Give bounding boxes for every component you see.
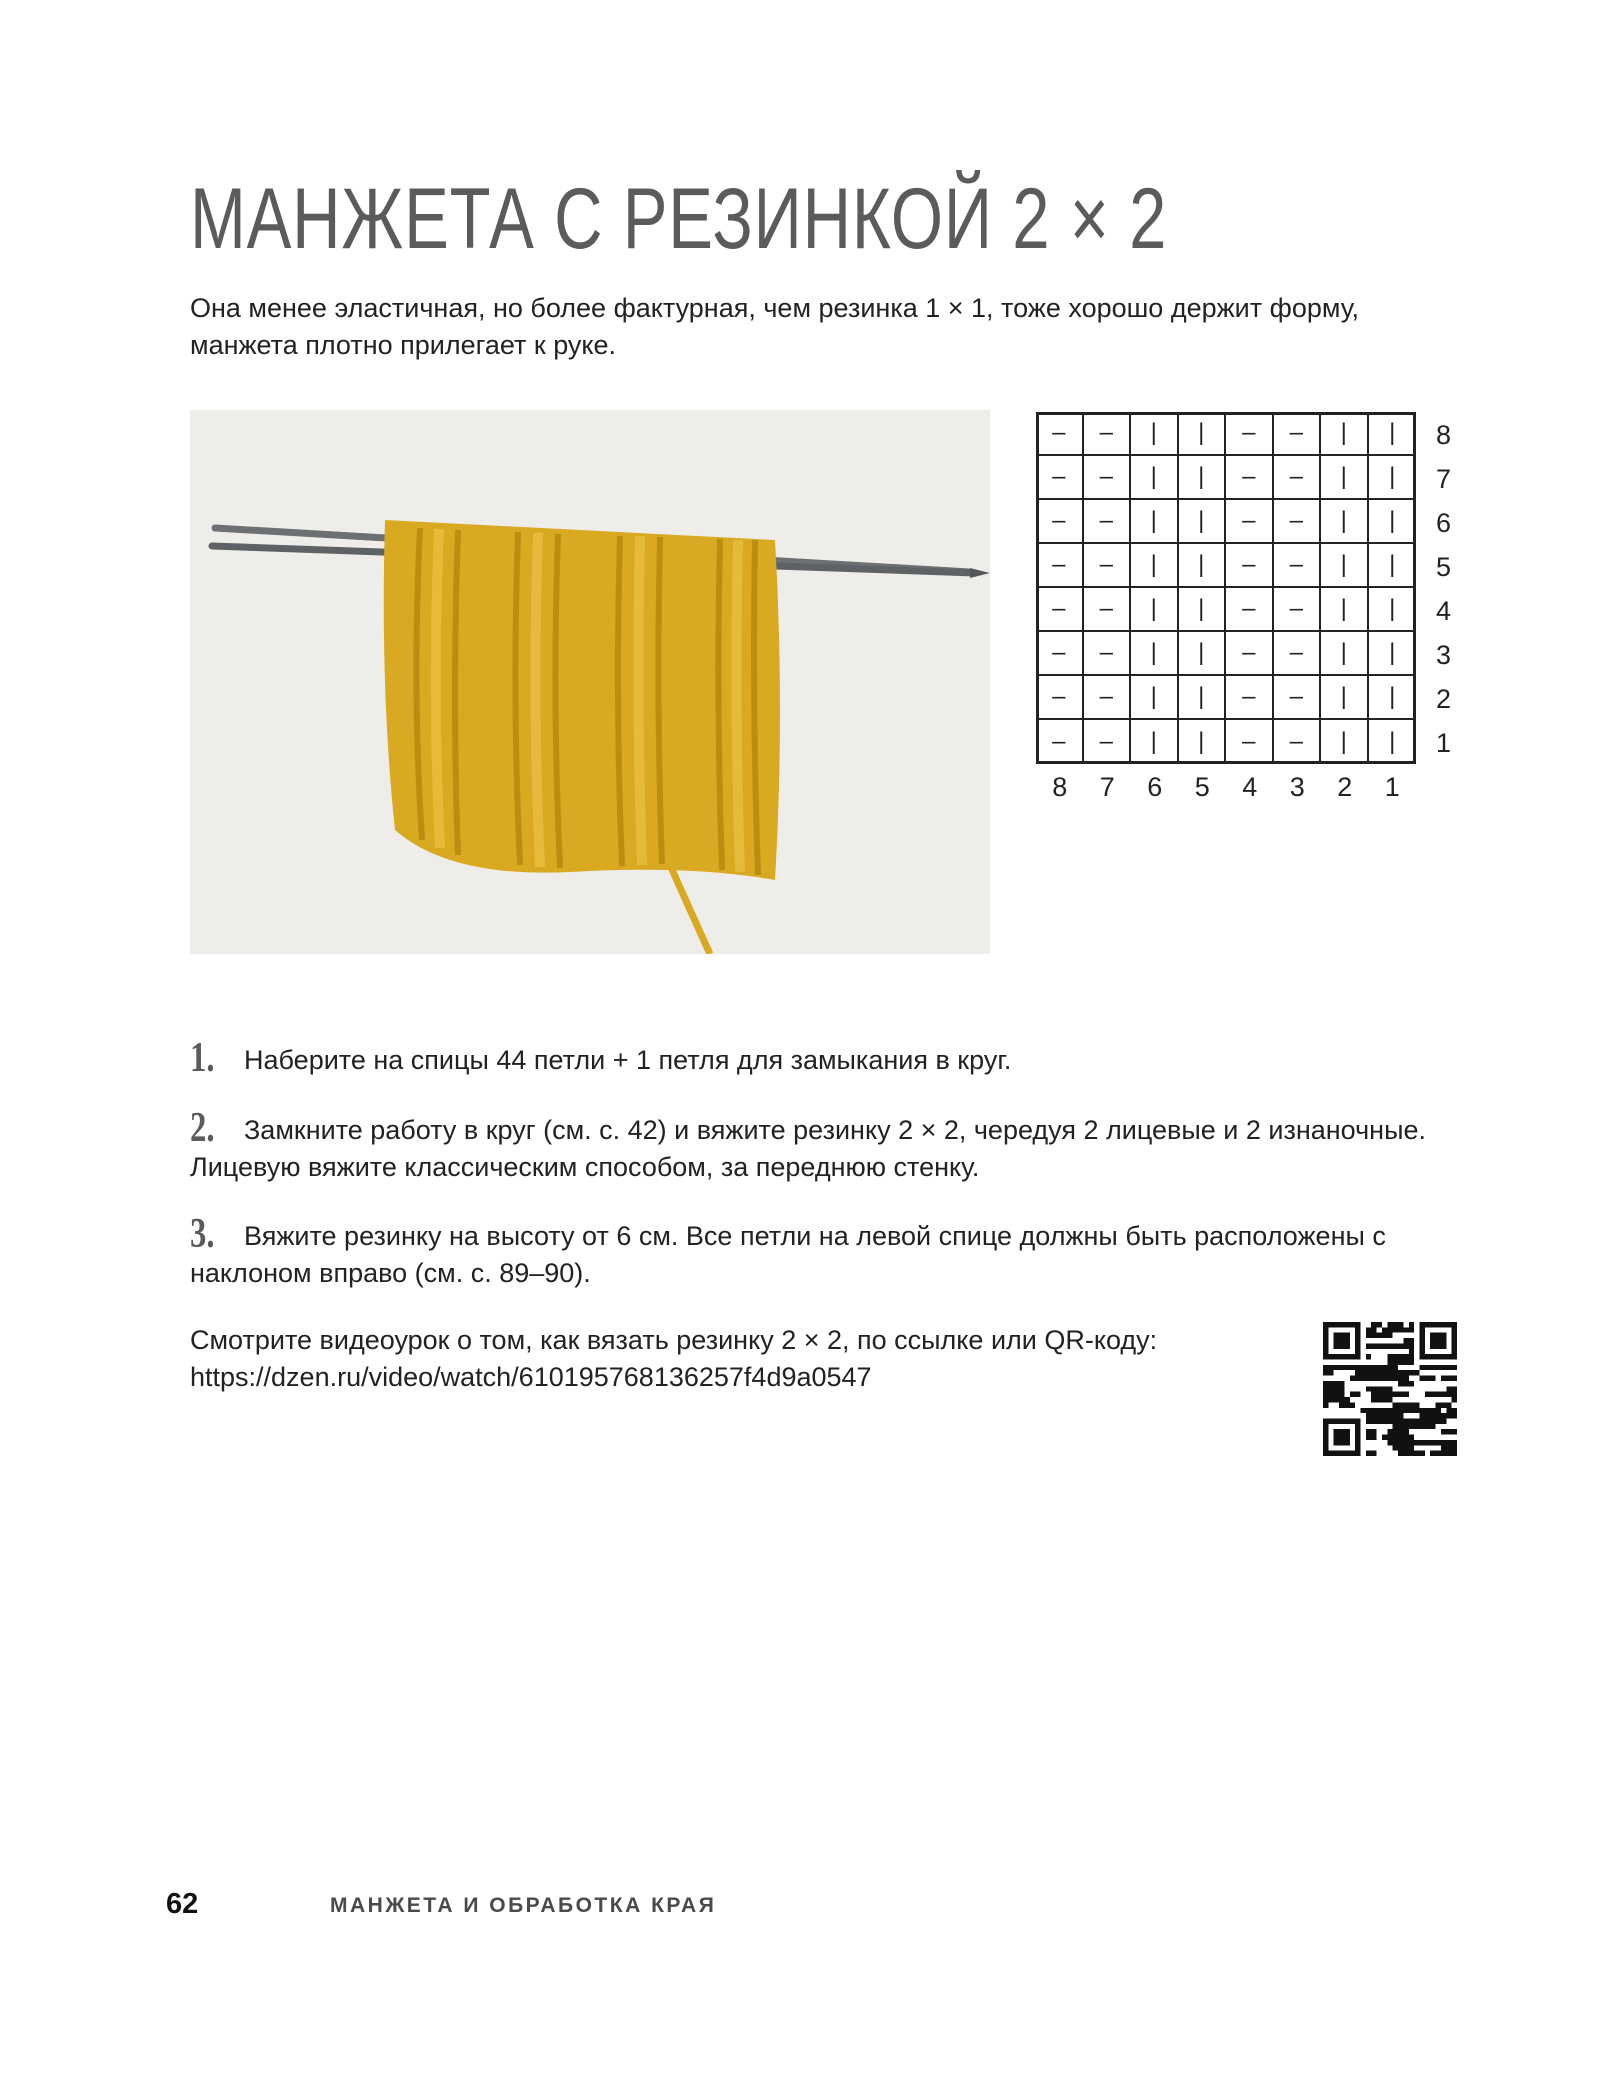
chart-row-label: 3 xyxy=(1436,640,1452,670)
chart-cell: – xyxy=(1226,456,1274,500)
chart-cell: | xyxy=(1131,412,1179,456)
qr-code[interactable] xyxy=(1323,1322,1457,1456)
chart-cell: – xyxy=(1036,676,1084,720)
chart-cell: – xyxy=(1084,544,1132,588)
chart-cell: | xyxy=(1131,588,1179,632)
page-title: МАНЖЕТА С РЕЗИНКОЙ 2 × 2 xyxy=(190,171,1168,267)
chart-cell: | xyxy=(1179,544,1227,588)
chart-cell: – xyxy=(1274,456,1322,500)
chart-cell: | xyxy=(1179,456,1227,500)
step-2-text: Замкните работу в круг (см. с. 42) и вяжите резинку 2 × 2, чередуя 2 лицевые и 2 изнаночные. Лицевую вяжите классическим способом, за переднюю стенку. xyxy=(190,1115,1426,1182)
knitted-sample-photo xyxy=(190,410,990,954)
chart-cell: | xyxy=(1179,500,1227,544)
chart-col-label: 5 xyxy=(1194,772,1210,802)
chart-cell: | xyxy=(1369,456,1417,500)
chart-cell: – xyxy=(1036,500,1084,544)
chart-cell: | xyxy=(1179,412,1227,456)
chart-cell: | xyxy=(1369,588,1417,632)
step-1-number: 1. xyxy=(190,1035,215,1081)
chart-cell: – xyxy=(1084,456,1132,500)
chart-cell: | xyxy=(1131,720,1179,764)
chart-col-label: 4 xyxy=(1242,772,1258,802)
chart-row-label: 4 xyxy=(1436,596,1452,626)
chart-cell: | xyxy=(1321,412,1369,456)
chart-cell: | xyxy=(1369,500,1417,544)
chart-cell: | xyxy=(1369,676,1417,720)
chart-cell: | xyxy=(1131,544,1179,588)
running-footer: МАНЖЕТА И ОБРАБОТКА КРАЯ xyxy=(330,1894,717,1917)
step-3-number: 3. xyxy=(190,1211,215,1257)
chart-cell: – xyxy=(1226,720,1274,764)
chart-cell: – xyxy=(1084,720,1132,764)
chart-row-label: 2 xyxy=(1436,684,1452,714)
page-number: 62 xyxy=(166,1888,199,1920)
chart-cell: – xyxy=(1036,720,1084,764)
chart-cell: | xyxy=(1369,632,1417,676)
chart-row-label: 5 xyxy=(1436,552,1452,582)
chart-cell: – xyxy=(1084,500,1132,544)
chart-col-label: 3 xyxy=(1289,772,1305,802)
chart-cell: – xyxy=(1226,632,1274,676)
video-link[interactable]: https://dzen.ru/video/watch/610195768136257f4d9a0547 xyxy=(190,1362,872,1392)
chart-cell: – xyxy=(1036,544,1084,588)
chart-cell: | xyxy=(1389,728,1396,755)
video-note-text: Смотрите видеоурок о том, как вязать резинку 2 × 2, по ссылке или QR-коду: xyxy=(190,1325,1158,1355)
step-1-text: Наберите на спицы 44 петли + 1 петля для замыкания в круг. xyxy=(244,1045,1012,1075)
chart-cell: | xyxy=(1321,588,1369,632)
chart-row-label: 7 xyxy=(1436,464,1452,494)
chart-cell: | xyxy=(1179,676,1227,720)
chart-cell: – xyxy=(1226,544,1274,588)
chart-cell: – xyxy=(1036,588,1084,632)
chart-cell: – xyxy=(1226,676,1274,720)
chart-cell: – xyxy=(1274,544,1322,588)
chart-cell: | xyxy=(1321,456,1369,500)
step-2-number: 2. xyxy=(190,1105,215,1151)
chart-cell: | xyxy=(1131,632,1179,676)
chart-cell: | xyxy=(1131,456,1179,500)
chart-cell: – xyxy=(1036,412,1084,456)
chart-col-label: 7 xyxy=(1099,772,1115,802)
step-2 xyxy=(190,1105,1460,1186)
chart-cell: – xyxy=(1274,500,1322,544)
step-3 xyxy=(190,1211,1460,1292)
chart-cell: | xyxy=(1321,720,1369,764)
chart-cell: – xyxy=(1084,588,1132,632)
step-1 xyxy=(190,1035,1460,1081)
chart-row-label: 8 xyxy=(1436,420,1452,450)
chart-cell: | xyxy=(1321,632,1369,676)
chart-col-label: 6 xyxy=(1147,772,1163,802)
chart-cell: | xyxy=(1321,544,1369,588)
chart-cell: – xyxy=(1084,412,1132,456)
chart-cell: – xyxy=(1274,412,1322,456)
chart-cell: | xyxy=(1321,676,1369,720)
chart-cell: – xyxy=(1226,412,1274,456)
chart-cell: – xyxy=(1274,632,1322,676)
chart-cell: – xyxy=(1274,676,1322,720)
chart-cell: – xyxy=(1274,720,1322,764)
chart-cell: | xyxy=(1369,412,1417,456)
chart-cell: | xyxy=(1369,544,1417,588)
chart-cell: | xyxy=(1179,632,1227,676)
chart-cell: – xyxy=(1226,500,1274,544)
chart-col-label: 1 xyxy=(1384,772,1400,802)
step-3-text: Вяжите резинку на высоту от 6 см. Все петли на левой спице должны быть расположены с наклоном вправо (см. с. 89–90). xyxy=(190,1221,1386,1288)
chart-cell: | xyxy=(1179,588,1227,632)
chart-cell: – xyxy=(1036,456,1084,500)
chart-grid xyxy=(1036,412,1416,764)
chart-cell: – xyxy=(1084,632,1132,676)
chart-cell: – xyxy=(1084,676,1132,720)
chart-row-label: 6 xyxy=(1436,508,1452,538)
chart-row-label: 1 xyxy=(1436,728,1452,758)
chart-cell: – xyxy=(1274,588,1322,632)
chart-cell: | xyxy=(1131,676,1179,720)
chart-cell: | xyxy=(1131,500,1179,544)
chart-cell: | xyxy=(1321,500,1369,544)
chart-col-label: 2 xyxy=(1337,772,1353,802)
intro-paragraph: Она менее эластичная, но более фактурная, чем резинка 1 × 1, тоже хорошо держит форму, манжета плотно прилегает к руке. xyxy=(190,293,1360,360)
chart-cell: – xyxy=(1036,632,1084,676)
chart-cell: | xyxy=(1179,720,1227,764)
video-note xyxy=(190,1322,1310,1396)
chart-cell: – xyxy=(1226,588,1274,632)
chart-col-label: 8 xyxy=(1052,772,1068,802)
